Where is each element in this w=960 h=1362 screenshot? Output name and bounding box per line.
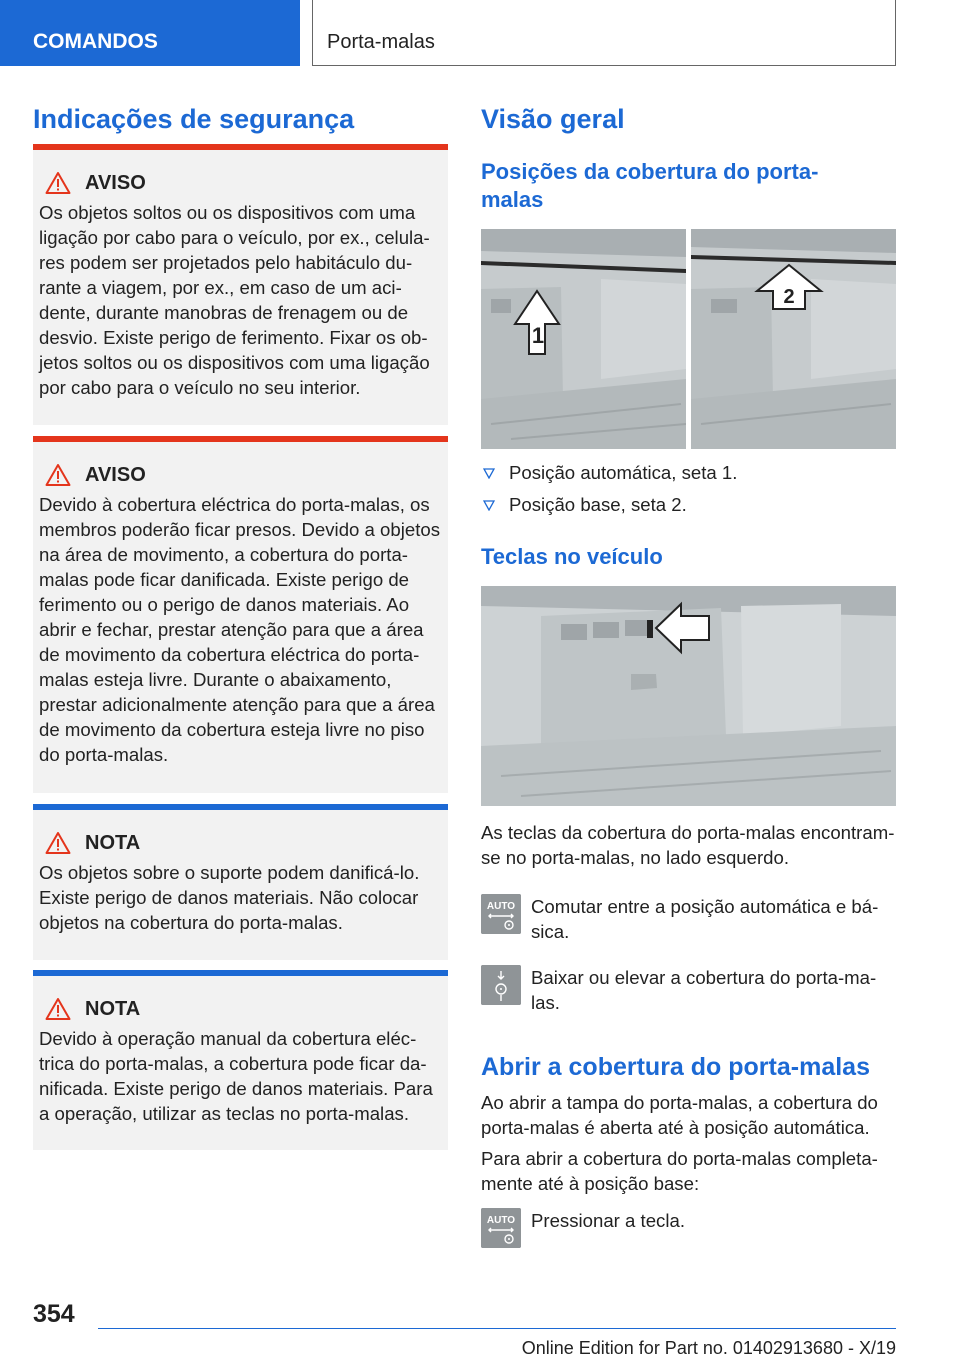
warning-text: Os objetos soltos ou os dispositivos com uma ligação por cabo para o veículo, por ex., celulares podem ser projetados pelo habitáculo durante a viagem, por ex., em caso de um acidente, durante manobras de frenagem ou de desvio. Existe perigo de ferimento. Fixar os objetos soltos ou os dispositivos com uma ligação por cabo para o veículo no seu interior. [39, 202, 430, 398]
note-kind: NOTA [85, 997, 141, 1020]
trunk-keys-photo [481, 586, 896, 806]
open-cover-text-2: Para abrir a cobertura do porta-malas completamente até à posição base: [481, 1148, 878, 1194]
bullet-item [481, 494, 687, 516]
trunk-photo-position-2 [691, 229, 896, 449]
bullet-item [481, 462, 737, 484]
warning-text: Devido à cobertura eléctrica do porta-malas, os membros poderão ficar presos. Devido a objetos na área de movimento, a cobertura do porta-malas pode ficar danificada. Existe perigo de ferimento ou o perigo de danos materiais. Ao abrir e fechar, prestar atenção para que a área de movimento da cobertura eléctrica do porta-malas esteja livre. Durante o abaixamento, prestar adicionalmente atenção para que a área de movimento da cobertura esteja livre no piso do porta-malas. [39, 494, 441, 765]
note-text: Devido à operação manual da cobertura eléctrica do porta-malas, a cobertura pode ficar danificada. Existe perigo de danos materiais. Para a operação, utilizar as teclas no porta-malas. [39, 1028, 433, 1124]
arrow-label-2: 2 [783, 286, 795, 308]
bullet-text: Posição automática, seta 1. [509, 462, 738, 483]
svg-text:AUTO: AUTO [486, 901, 516, 912]
auto-key-icon [481, 1208, 521, 1248]
triangle-bullet-icon [483, 499, 495, 511]
trunk-keys-illustration [481, 586, 896, 806]
section-tab: COMANDOS [0, 0, 300, 66]
warning-triangle-icon [45, 463, 71, 487]
triangle-bullet-icon [483, 467, 495, 479]
press-key-row [481, 1208, 893, 1248]
warning-kind: AVISO [85, 463, 146, 486]
footer-divider [98, 1328, 896, 1329]
note-text: Os objetos sobre o suporte podem danificá-lo. Existe perigo de danos materiais. Não colocar objetos na cobertura do porta-malas. [39, 862, 420, 933]
warning-kind: AVISO [85, 171, 146, 194]
note-box-1 [33, 804, 448, 960]
auto-key-row [481, 894, 893, 944]
svg-text:AUTO: AUTO [486, 1215, 516, 1226]
trunk-illustration [691, 229, 896, 449]
safety-title: Indicações de segurança [33, 104, 355, 134]
bullet-text: Posição base, seta 2. [509, 494, 687, 515]
warning-box-2 [33, 436, 448, 793]
note-kind: NOTA [85, 831, 141, 854]
auto-key-description: Comutar entre a posição automática e básica. [531, 896, 879, 942]
warning-triangle-icon [45, 831, 71, 855]
left-column [33, 98, 448, 1124]
trunk-photo-position-1 [481, 229, 686, 449]
open-cover-text-1: Ao abrir a tampa do porta-malas, a cobertura do porta-malas é aberta até à posição automática. [481, 1092, 878, 1138]
updown-key-row [481, 965, 893, 1015]
keys-description: As teclas da cobertura do porta-malas encontram-se no porta-malas, no lado esquerdo. [481, 822, 895, 868]
warning-triangle-icon [45, 171, 71, 195]
note-box-2 [33, 970, 448, 1150]
keys-subtitle: Teclas no veículo [481, 544, 663, 569]
warning-triangle-icon [45, 997, 71, 1021]
trunk-illustration [481, 229, 686, 449]
page-number: 354 [33, 1300, 75, 1328]
right-column [481, 98, 896, 1231]
auto-key-icon [481, 894, 521, 934]
arrow-label-1: 1 [531, 323, 545, 348]
positions-subtitle: Posições da cobertura do porta-malas [481, 159, 819, 212]
warning-box-1 [33, 144, 448, 425]
edition-text: Online Edition for Part no. 01402913680 - X/19 [521, 1338, 896, 1358]
press-key-description: Pressionar a tecla. [531, 1210, 685, 1231]
overview-title: Visão geral [481, 104, 625, 134]
chapter-title: Porta-malas [312, 0, 896, 66]
updown-key-description: Baixar ou elevar a cobertura do porta-malas. [531, 967, 877, 1013]
lower-raise-key-icon [481, 965, 521, 1005]
open-cover-title: Abrir a cobertura do porta-malas [481, 1053, 870, 1081]
